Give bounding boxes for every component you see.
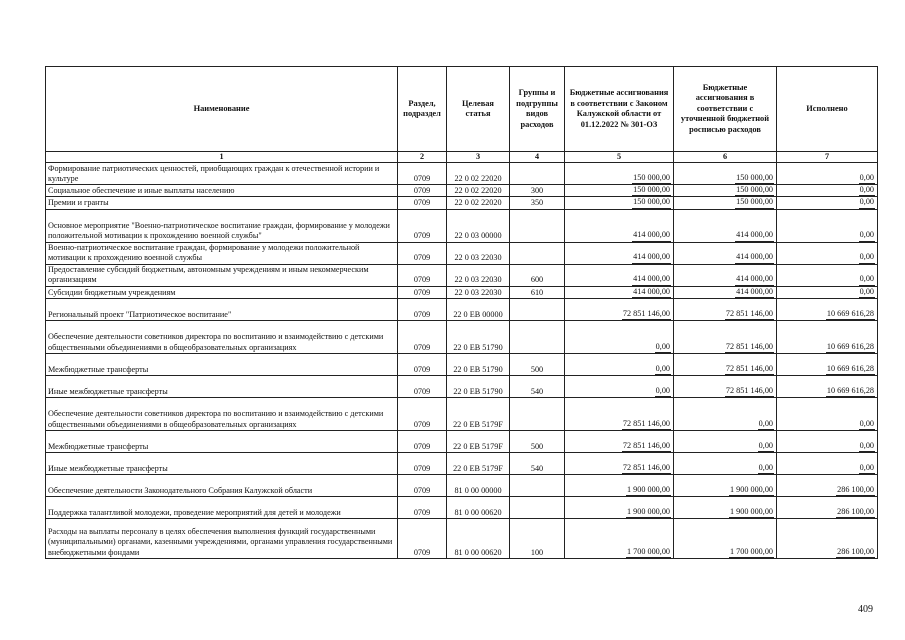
- row-target-article: 22 0 02 22020: [447, 163, 510, 185]
- row-executed: [777, 496, 878, 518]
- row-expense-group: 300: [510, 185, 565, 197]
- row-executed-value: 286 100,00: [836, 547, 875, 558]
- table-row: [46, 474, 878, 496]
- row-name: Премии и гранты: [46, 197, 398, 209]
- row-refined-allocation: [674, 518, 777, 558]
- row-target-article: 22 0 EB 00000: [447, 298, 510, 320]
- row-refined-allocation-value: 0,00: [758, 441, 774, 452]
- row-executed-value: 0,00: [859, 197, 875, 208]
- table-row: [46, 452, 878, 474]
- row-section: 0709: [398, 353, 447, 375]
- row-section: 0709: [398, 518, 447, 558]
- row-law-allocation: [565, 242, 674, 264]
- row-executed: [777, 185, 878, 197]
- row-name: Социальное обеспечение и иные выплаты населению: [46, 185, 398, 197]
- row-law-allocation: [565, 286, 674, 298]
- row-expense-group: 500: [510, 430, 565, 452]
- column-number: 7: [777, 152, 878, 163]
- row-law-allocation: [565, 353, 674, 375]
- column-number-row: [46, 152, 878, 163]
- row-law-allocation-value: 0,00: [655, 342, 671, 353]
- table-row: [46, 197, 878, 209]
- row-executed-value: 0,00: [859, 173, 875, 184]
- row-executed: [777, 375, 878, 397]
- row-name: Формирование патриотических ценностей, приобщающих граждан к отечественной истории и культуре: [46, 163, 398, 185]
- row-section: 0709: [398, 430, 447, 452]
- row-law-allocation-value: 414 000,00: [632, 287, 671, 298]
- row-refined-allocation: [674, 298, 777, 320]
- row-executed-value: 10 669 616,28: [826, 309, 875, 320]
- row-law-allocation-value: 414 000,00: [632, 230, 671, 241]
- header-refined-allocation: Бюджетные ассигнования в соответствии с уточненной бюджетной росписью расходов: [674, 67, 777, 152]
- row-name: Обеспечение деятельности Законодательного Собрания Калужской области: [46, 474, 398, 496]
- row-refined-allocation: [674, 242, 777, 264]
- row-target-article: 22 0 EB 5179F: [447, 430, 510, 452]
- table-row: [46, 286, 878, 298]
- row-law-allocation-value: 1 900 000,00: [626, 485, 671, 496]
- row-target-article: 22 0 EB 51790: [447, 320, 510, 353]
- row-section: 0709: [398, 209, 447, 242]
- row-executed-value: 10 669 616,28: [826, 342, 875, 353]
- row-expense-group: [510, 298, 565, 320]
- row-section: 0709: [398, 242, 447, 264]
- row-refined-allocation: [674, 197, 777, 209]
- row-target-article: 22 0 03 22030: [447, 264, 510, 286]
- row-law-allocation: [565, 496, 674, 518]
- row-name: Субсидии бюджетным учреждениям: [46, 286, 398, 298]
- row-executed: [777, 264, 878, 286]
- row-target-article: 22 0 03 22030: [447, 242, 510, 264]
- table-row: [46, 264, 878, 286]
- budget-table: [45, 66, 878, 559]
- row-executed-value: 0,00: [859, 230, 875, 241]
- row-refined-allocation: [674, 209, 777, 242]
- row-law-allocation: [565, 375, 674, 397]
- row-target-article: 81 0 00 00620: [447, 496, 510, 518]
- row-name: Поддержка талантливой молодежи, проведение мероприятий для детей и молодежи: [46, 496, 398, 518]
- row-expense-group: [510, 163, 565, 185]
- header-name: Наименование: [46, 67, 398, 152]
- row-section: 0709: [398, 474, 447, 496]
- row-refined-allocation: [674, 320, 777, 353]
- row-law-allocation: [565, 397, 674, 430]
- row-target-article: 22 0 02 22020: [447, 197, 510, 209]
- row-refined-allocation-value: 150 000,00: [735, 197, 774, 208]
- row-law-allocation-value: 0,00: [655, 364, 671, 375]
- row-refined-allocation-value: 150 000,00: [735, 173, 774, 184]
- row-executed: [777, 320, 878, 353]
- row-law-allocation-value: 72 851 146,00: [622, 441, 671, 452]
- table-row: [46, 242, 878, 264]
- row-refined-allocation-value: 72 851 146,00: [725, 342, 774, 353]
- row-refined-allocation-value: 1 700 000,00: [729, 547, 774, 558]
- row-law-allocation: [565, 197, 674, 209]
- row-name: Военно-патриотическое воспитание граждан, формирование у молодежи положительной мотивации к прохождению военной службы: [46, 242, 398, 264]
- row-target-article: 22 0 EB 51790: [447, 353, 510, 375]
- row-law-allocation: [565, 474, 674, 496]
- row-refined-allocation: [674, 430, 777, 452]
- row-refined-allocation-value: 414 000,00: [735, 252, 774, 263]
- table-row: [46, 518, 878, 558]
- row-refined-allocation-value: 150 000,00: [735, 185, 774, 196]
- row-section: 0709: [398, 496, 447, 518]
- row-name: Межбюджетные трансферты: [46, 353, 398, 375]
- row-refined-allocation-value: 1 900 000,00: [729, 507, 774, 518]
- row-refined-allocation: [674, 496, 777, 518]
- table-row: [46, 320, 878, 353]
- row-law-allocation: [565, 163, 674, 185]
- row-law-allocation-value: 414 000,00: [632, 274, 671, 285]
- row-law-allocation: [565, 452, 674, 474]
- row-law-allocation-value: 150 000,00: [632, 185, 671, 196]
- row-executed-value: 0,00: [859, 185, 875, 196]
- column-number: 4: [510, 152, 565, 163]
- row-name: Региональный проект "Патриотическое воспитание": [46, 298, 398, 320]
- column-number: 3: [447, 152, 510, 163]
- row-name: Обеспечение деятельности советников директора по воспитанию и взаимодействию с детскими общественными объединениями в общеобразовательных организациях: [46, 320, 398, 353]
- row-target-article: 22 0 EB 51790: [447, 375, 510, 397]
- row-executed: [777, 163, 878, 185]
- row-law-allocation-value: 0,00: [655, 386, 671, 397]
- row-executed: [777, 298, 878, 320]
- row-expense-group: [510, 242, 565, 264]
- row-refined-allocation: [674, 286, 777, 298]
- table-row: [46, 185, 878, 197]
- row-executed: [777, 430, 878, 452]
- row-refined-allocation: [674, 397, 777, 430]
- row-expense-group: [510, 397, 565, 430]
- column-number: 2: [398, 152, 447, 163]
- table-row: [46, 375, 878, 397]
- column-number: 5: [565, 152, 674, 163]
- row-executed-value: 0,00: [859, 287, 875, 298]
- row-expense-group: [510, 320, 565, 353]
- header-group: Группы и подгруппы видов расходов: [510, 67, 565, 152]
- row-executed: [777, 209, 878, 242]
- row-expense-group: 600: [510, 264, 565, 286]
- row-target-article: 22 0 03 22030: [447, 286, 510, 298]
- row-name: Расходы на выплаты персоналу в целях обеспечения выполнения функций государственными (муниципальными) органами, казенными учреждениями, органами управления государственными внебюджетными фондами: [46, 518, 398, 558]
- row-law-allocation-value: 1 700 000,00: [626, 547, 671, 558]
- table-row: [46, 209, 878, 242]
- row-expense-group: [510, 474, 565, 496]
- row-refined-allocation-value: 414 000,00: [735, 287, 774, 298]
- row-executed-value: 0,00: [859, 419, 875, 430]
- row-section: 0709: [398, 397, 447, 430]
- row-refined-allocation: [674, 375, 777, 397]
- row-executed: [777, 397, 878, 430]
- row-law-allocation-value: 1 900 000,00: [626, 507, 671, 518]
- row-target-article: 22 0 03 00000: [447, 209, 510, 242]
- row-law-allocation: [565, 209, 674, 242]
- row-refined-allocation: [674, 353, 777, 375]
- row-name: Предоставление субсидий бюджетным, автономным учреждениям и иным некоммерческим организациям: [46, 264, 398, 286]
- row-executed: [777, 518, 878, 558]
- row-executed: [777, 197, 878, 209]
- row-expense-group: 350: [510, 197, 565, 209]
- row-law-allocation: [565, 264, 674, 286]
- row-refined-allocation-value: 1 900 000,00: [729, 485, 774, 496]
- row-name: Иные межбюджетные трансферты: [46, 375, 398, 397]
- row-law-allocation-value: 414 000,00: [632, 252, 671, 263]
- row-law-allocation-value: 72 851 146,00: [622, 309, 671, 320]
- row-refined-allocation-value: 414 000,00: [735, 230, 774, 241]
- table-body: [46, 163, 878, 559]
- row-target-article: 22 0 EB 5179F: [447, 397, 510, 430]
- row-refined-allocation: [674, 264, 777, 286]
- row-executed-value: 286 100,00: [836, 507, 875, 518]
- row-law-allocation-value: 72 851 146,00: [622, 463, 671, 474]
- row-refined-allocation: [674, 163, 777, 185]
- row-refined-allocation: [674, 452, 777, 474]
- row-refined-allocation: [674, 185, 777, 197]
- row-executed-value: 0,00: [859, 274, 875, 285]
- row-law-allocation: [565, 430, 674, 452]
- row-expense-group: 500: [510, 353, 565, 375]
- row-executed-value: 0,00: [859, 441, 875, 452]
- row-refined-allocation-value: 72 851 146,00: [725, 364, 774, 375]
- table-row: [46, 496, 878, 518]
- header-section: Раздел, подраздел: [398, 67, 447, 152]
- table-row: [46, 397, 878, 430]
- row-section: 0709: [398, 264, 447, 286]
- row-section: 0709: [398, 320, 447, 353]
- table-row: [46, 298, 878, 320]
- row-executed-value: 10 669 616,28: [826, 386, 875, 397]
- row-law-allocation: [565, 320, 674, 353]
- row-section: 0709: [398, 197, 447, 209]
- row-refined-allocation-value: 72 851 146,00: [725, 309, 774, 320]
- row-executed-value: 286 100,00: [836, 485, 875, 496]
- row-law-allocation-value: 150 000,00: [632, 197, 671, 208]
- row-name: Межбюджетные трансферты: [46, 430, 398, 452]
- header-article: Целевая статья: [447, 67, 510, 152]
- row-law-allocation-value: 150 000,00: [632, 173, 671, 184]
- row-expense-group: 610: [510, 286, 565, 298]
- row-section: 0709: [398, 286, 447, 298]
- row-executed: [777, 242, 878, 264]
- row-executed: [777, 286, 878, 298]
- row-executed-value: 0,00: [859, 463, 875, 474]
- row-target-article: 81 0 00 00620: [447, 518, 510, 558]
- row-name: Обеспечение деятельности советников директора по воспитанию и взаимодействию с детскими общественными объединениями в общеобразовательных организациях: [46, 397, 398, 430]
- row-refined-allocation-value: 72 851 146,00: [725, 386, 774, 397]
- row-target-article: 22 0 02 22020: [447, 185, 510, 197]
- header-row: [46, 67, 878, 152]
- row-expense-group: [510, 209, 565, 242]
- row-law-allocation: [565, 185, 674, 197]
- row-target-article: 22 0 EB 5179F: [447, 452, 510, 474]
- row-section: 0709: [398, 163, 447, 185]
- row-refined-allocation-value: 414 000,00: [735, 274, 774, 285]
- row-law-allocation-value: 72 851 146,00: [622, 419, 671, 430]
- header-law-allocation: Бюджетные ассигнования в соответствии с Законом Калужской области от 01.12.2022 № 301-ОЗ: [565, 67, 674, 152]
- row-name: Основное мероприятие "Военно-патриотическое воспитание граждан, формирование у молодежи положительной мотивации к прохождению военной службы": [46, 209, 398, 242]
- row-executed-value: 0,00: [859, 252, 875, 263]
- row-name: Иные межбюджетные трансферты: [46, 452, 398, 474]
- table-row: [46, 430, 878, 452]
- row-refined-allocation-value: 0,00: [758, 419, 774, 430]
- page-number: 409: [858, 604, 873, 615]
- row-section: 0709: [398, 375, 447, 397]
- row-section: 0709: [398, 452, 447, 474]
- row-target-article: 81 0 00 00000: [447, 474, 510, 496]
- row-law-allocation: [565, 298, 674, 320]
- row-refined-allocation-value: 0,00: [758, 463, 774, 474]
- row-executed: [777, 474, 878, 496]
- column-number: 1: [46, 152, 398, 163]
- row-section: 0709: [398, 298, 447, 320]
- row-executed-value: 10 669 616,28: [826, 364, 875, 375]
- row-expense-group: 100: [510, 518, 565, 558]
- row-section: 0709: [398, 185, 447, 197]
- row-refined-allocation: [674, 474, 777, 496]
- row-executed: [777, 353, 878, 375]
- row-executed: [777, 452, 878, 474]
- row-expense-group: 540: [510, 452, 565, 474]
- table-row: [46, 163, 878, 185]
- row-law-allocation: [565, 518, 674, 558]
- table-row: [46, 353, 878, 375]
- header-executed: Исполнено: [777, 67, 878, 152]
- column-number: 6: [674, 152, 777, 163]
- row-expense-group: 540: [510, 375, 565, 397]
- row-expense-group: [510, 496, 565, 518]
